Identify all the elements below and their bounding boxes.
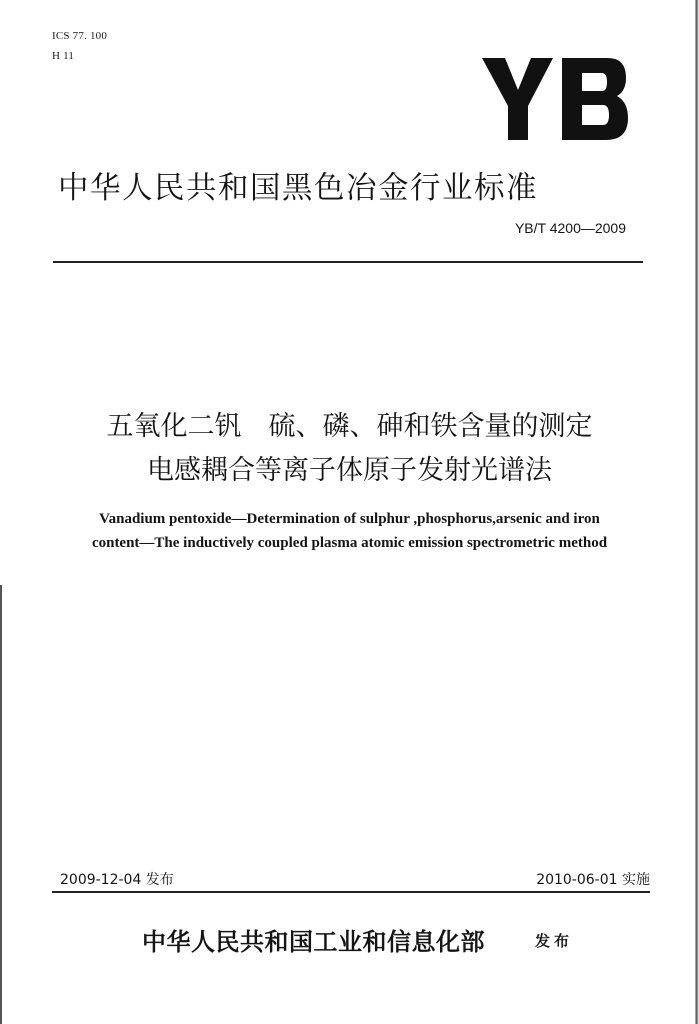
issuing-authority: 中华人民共和国工业和信息化部 xyxy=(142,927,485,956)
issued-label: 发布 xyxy=(535,932,574,950)
footer-divider xyxy=(52,891,650,893)
page-edge-shadow-left xyxy=(0,585,2,1024)
ics-code: ICS 77. 100 xyxy=(52,30,108,42)
issue-date: 2009-12-04 发布 xyxy=(60,872,174,888)
implementation-date: 2010-06-01 实施 xyxy=(536,872,650,888)
zh-title-line-1: 五氧化二钒 硫、磷、砷和铁含量的测定 xyxy=(106,411,593,442)
ccs-code: H 11 xyxy=(52,50,75,62)
standard-class-title: 中华人民共和国黑色冶金行业标准 xyxy=(58,171,538,206)
en-title-line-2: content—The inductively coupled plasma atomic emission spectrometric method xyxy=(91,535,608,551)
en-title-line-1: Vanadium pentoxide—Determination of sulphur ,phosphorus,arsenic and iron xyxy=(99,511,600,527)
standard-number: YB/T 4200—2009 xyxy=(514,220,626,236)
header-divider xyxy=(53,261,643,263)
zh-title-line-2: 电感耦合等离子体原子发射光谱法 xyxy=(147,455,552,486)
yb-logo xyxy=(478,58,628,140)
